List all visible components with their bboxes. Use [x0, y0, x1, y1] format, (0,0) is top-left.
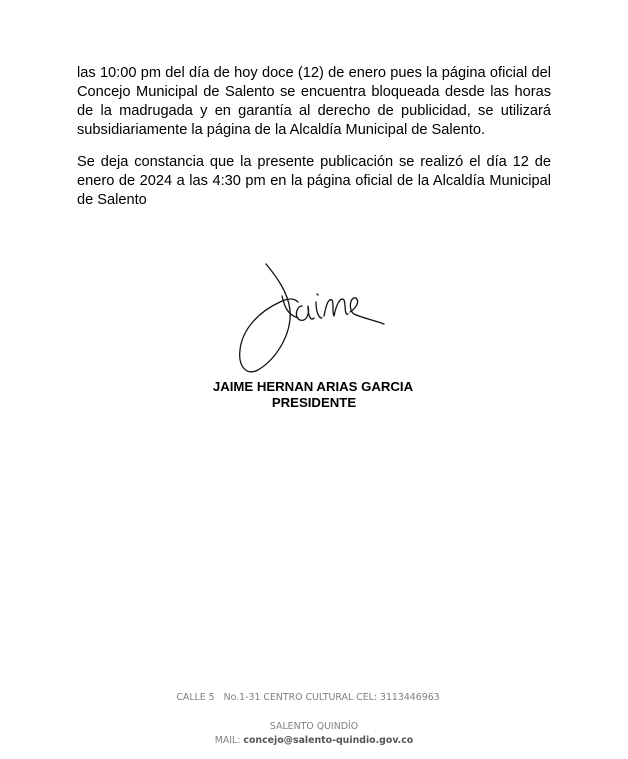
signer-title: PRESIDENTE — [271, 395, 357, 410]
body-paragraph-1: las 10:00 pm del día de hoy doce (12) de enero pues la página oficial del Concejo Municipal de Salento se encuentra bloqueada desde las horas de la madrugada y en garantía al derecho de publicidad, se utilizará subsidiariamente la página de la Alcaldía Municipal de Salento. — [77, 65, 551, 138]
footer-address: CALLE 5 No.1-31 CENTRO CULTURAL CEL: 3113446963 — [176, 692, 440, 703]
body-paragraph-2: Se deja constancia que la presente publicación se realizó el día 12 de enero de 2024 a las 4:30 pm en la página oficial de la Alcaldía Municipal de Salento — [77, 154, 551, 208]
signer-name: JAIME HERNAN ARIAS GARCIA — [212, 379, 414, 394]
footer-mail-label: MAIL: — [214, 735, 241, 746]
footer-mail-link[interactable]: concejo@salento-quindio.gov.co — [243, 735, 414, 746]
footer-city: SALENTO QUINDÍO — [269, 721, 359, 732]
handwritten-signature-icon — [228, 258, 398, 388]
footer-mail — [0, 734, 628, 747]
